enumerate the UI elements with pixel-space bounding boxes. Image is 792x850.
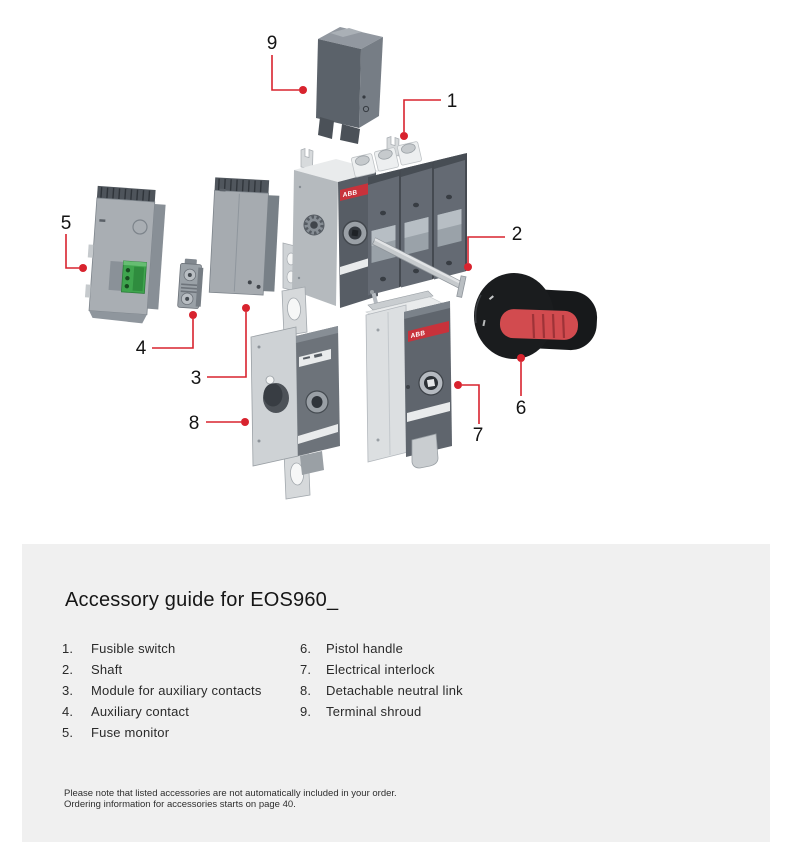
legend-item <box>62 704 262 725</box>
callout-3 <box>191 304 250 389</box>
callout-number-2: 2 <box>511 224 523 245</box>
neutral-link <box>251 287 340 499</box>
legend-item-label: Terminal shroud <box>326 704 422 719</box>
fuse-modules <box>368 153 467 296</box>
legend-item <box>300 683 463 704</box>
legend-item <box>62 662 262 683</box>
order-note-line1: Please note that listed accessories are not automatically included in your order. <box>64 788 397 799</box>
callout-1 <box>400 91 457 140</box>
legend-item-number: 1. <box>62 641 74 656</box>
accessory-guide-panel <box>22 544 770 842</box>
callout-number-8: 8 <box>188 413 200 434</box>
legend-item-number: 4. <box>62 704 74 719</box>
callout-number-9: 9 <box>266 33 278 54</box>
handle-red-lever <box>500 309 579 341</box>
abb-brand-text: ABB <box>342 189 359 199</box>
electrical-interlock <box>366 290 452 468</box>
abb-brand-text: ABB <box>409 329 427 340</box>
callout-8 <box>189 413 249 434</box>
legend-item-number: 3. <box>62 683 74 698</box>
shaft-coupler <box>304 215 324 235</box>
callout-7 <box>454 381 483 446</box>
order-note <box>64 788 397 810</box>
legend-item <box>62 683 262 704</box>
aux-contacts-module <box>209 177 280 295</box>
callout-2 <box>464 224 522 271</box>
callout-number-5: 5 <box>60 213 72 234</box>
legend-item-label: Pistol handle <box>326 641 404 656</box>
legend-column-right <box>300 641 463 725</box>
legend-item <box>300 704 463 725</box>
panel-title: Accessory guide for EOS960_ <box>65 589 339 611</box>
terminal-shroud <box>316 27 383 144</box>
legend-item <box>62 641 262 662</box>
legend-item-number: 5. <box>62 725 74 740</box>
callout-number-6: 6 <box>515 398 527 419</box>
callout-number-1: 1 <box>446 91 458 112</box>
legend-item-label: Shaft <box>91 662 123 677</box>
legend-item-label: Fusible switch <box>91 641 176 656</box>
legend-item <box>300 662 463 683</box>
auxiliary-contact <box>178 258 204 308</box>
callout-number-7: 7 <box>472 425 484 446</box>
legend-item <box>300 641 463 662</box>
legend-item-label: Module for auxiliary contacts <box>91 683 262 698</box>
interlock-socket <box>419 371 443 395</box>
legend-item-number: 6. <box>300 641 312 656</box>
legend-item-number: 2. <box>62 662 74 677</box>
fuse-monitor <box>83 186 166 325</box>
neutral-link-knob <box>306 391 328 413</box>
callout-9 <box>267 33 307 94</box>
green-terminal-block <box>121 261 146 294</box>
legend-item-label: Electrical interlock <box>326 662 435 677</box>
legend-item-number: 8. <box>300 683 312 698</box>
callout-number-3: 3 <box>190 368 202 389</box>
pistol-handle <box>474 273 598 359</box>
legend-item-label: Detachable neutral link <box>326 683 463 698</box>
fusible-switch <box>283 137 467 309</box>
legend-item-label: Auxiliary contact <box>91 704 190 719</box>
callout-6 <box>516 354 527 419</box>
legend-item-number: 7. <box>300 662 312 677</box>
legend-item-number: 9. <box>300 704 312 719</box>
legend-item-label: Fuse monitor <box>91 725 170 740</box>
callout-number-4: 4 <box>135 338 147 359</box>
callout-5 <box>61 213 87 272</box>
legend-column-left <box>62 641 262 746</box>
order-note-line2: Ordering information for accessories starts on page 40. <box>64 799 296 810</box>
switch-knob <box>343 221 367 245</box>
legend-item <box>62 725 262 746</box>
